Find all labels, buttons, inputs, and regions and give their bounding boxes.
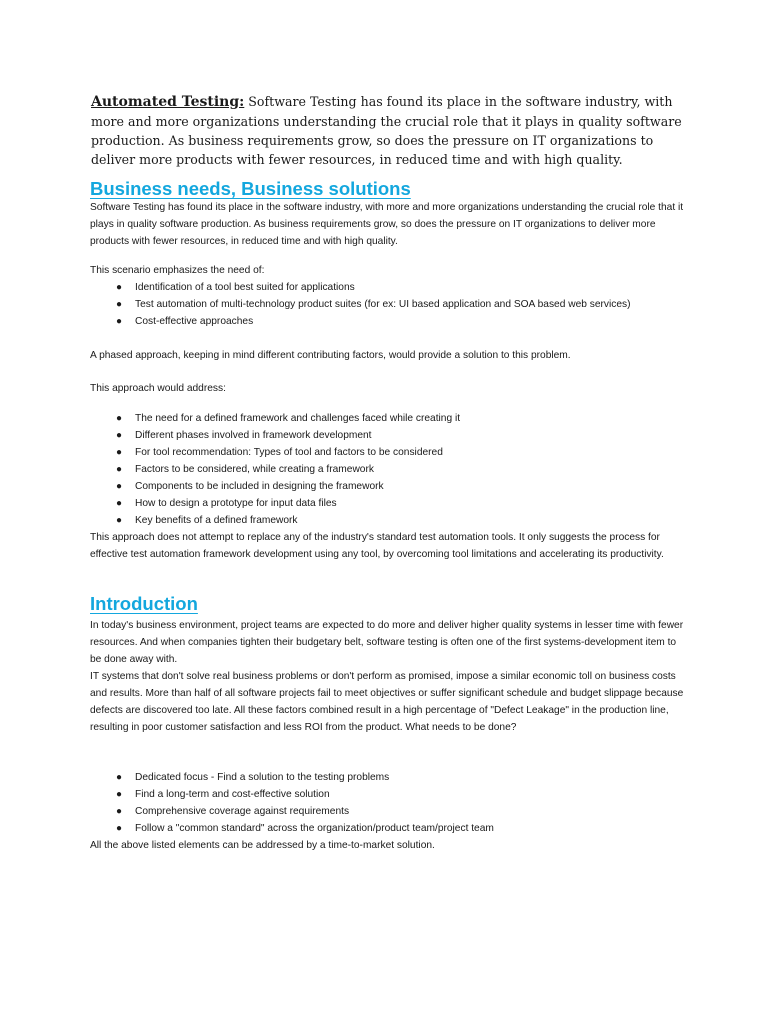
list-item-text: Find a long-term and cost-effective solution [135,789,330,800]
list-item [90,279,690,296]
bullet-dot-icon: ● [116,498,123,509]
intro-label: Automated Testing: [91,94,245,110]
bullet-dot-icon: ● [116,447,123,458]
list-item-text: How to design a prototype for input data files [135,498,337,509]
address-lead: This approach would address: [90,383,226,394]
bullet-dot-icon: ● [116,299,123,310]
list-item [90,820,690,837]
introduction-list [90,769,690,837]
list-item [90,478,690,495]
bullet-dot-icon: ● [116,430,123,441]
list-item [90,296,690,313]
list-item [90,427,690,444]
list-item [90,803,690,820]
list-item [90,461,690,478]
introduction-paragraph-1: In today's business environment, project teams are expected to do more and deliver higher quality systems in lesser time with fewer resources. And when companies tighten their budgetary belt, software testing is often one of the first systems-development item to be done away with. [90,620,684,665]
list-item-text: Dedicated focus - Find a solution to the testing problems [135,772,390,783]
business-paragraph: Software Testing has found its place in the software industry, with more and more organizations understanding the crucial role that it plays in quality software production. As business requirements grow, so does the pressure on IT organizations to deliver more products with fewer resources, in reduced time and with high quality. [90,202,684,247]
list-item-text: For tool recommendation: Types of tool and factors to be considered [135,447,443,458]
bullet-dot-icon: ● [116,413,123,424]
list-item [90,410,690,427]
address-list [90,410,690,529]
list-item [90,769,690,786]
list-item [90,786,690,803]
list-item-text: Follow a "common standard" across the organization/product team/project team [135,823,494,834]
bullet-dot-icon: ● [116,515,123,526]
scenario-lead: This scenario emphasizes the need of: [90,265,265,276]
phased-approach-text: A phased approach, keeping in mind different contributing factors, would provide a solution to this problem. [90,350,571,361]
list-item-text: Cost-effective approaches [135,316,254,327]
introduction-paragraph-2: IT systems that don't solve real business problems or don't perform as promised, impose a similar economic toll on business costs and results. More than half of all software projects fail to meet objectives or suffer significant schedule and budget slippage because defects are discovered too late. All these factors combined result in a high percentage of "Defect Leakage" in the production line, resulting in poor customer satisfaction and less ROI from the product. What needs to be done? [90,671,684,733]
list-item [90,444,690,461]
list-item-text: The need for a defined framework and challenges faced while creating it [135,413,461,424]
list-item-text: Test automation of multi-technology product suites (for ex: UI based application and SOA based web services) [135,299,631,310]
bullet-dot-icon: ● [116,823,123,834]
list-item-text: Key benefits of a defined framework [135,515,298,526]
bullet-dot-icon: ● [116,789,123,800]
bullet-dot-icon: ● [116,282,123,293]
list-item-text: Components to be included in designing the framework [135,481,384,492]
list-item-text: Factors to be considered, while creating a framework [135,464,374,475]
list-item-text: Identification of a tool best suited for applications [135,282,355,293]
list-item [90,313,690,330]
list-item-text: Comprehensive coverage against requirements [135,806,350,817]
heading-business-needs: Business needs, Business solutions [90,178,411,199]
scenario-list [90,279,690,330]
bullet-dot-icon: ● [116,772,123,783]
intro-text: Software Testing has found its place in the software industry, with more and more organizations understanding the crucial role that it plays in quality software production. As business requirements grow, so does the pressure on IT organizations to deliver more products with fewer resources, in reduced time and with high quality. [91,94,682,167]
introduction-closing-text: All the above listed elements can be addressed by a time-to-market solution. [90,840,435,851]
heading-introduction: Introduction [90,593,198,614]
bullet-dot-icon: ● [116,464,123,475]
bullet-dot-icon: ● [116,481,123,492]
approach-closing-text: This approach does not attempt to replace any of the industry's standard test automation tools. It only suggests the process for effective test automation framework development using any tool, by overcoming tool limitations and accelerating its productivity. [90,532,664,560]
list-item [90,495,690,512]
list-item-text: Different phases involved in framework development [135,430,372,441]
list-item [90,512,690,529]
bullet-dot-icon: ● [116,316,123,327]
intro-paragraph [91,92,691,169]
bullet-dot-icon: ● [116,806,123,817]
